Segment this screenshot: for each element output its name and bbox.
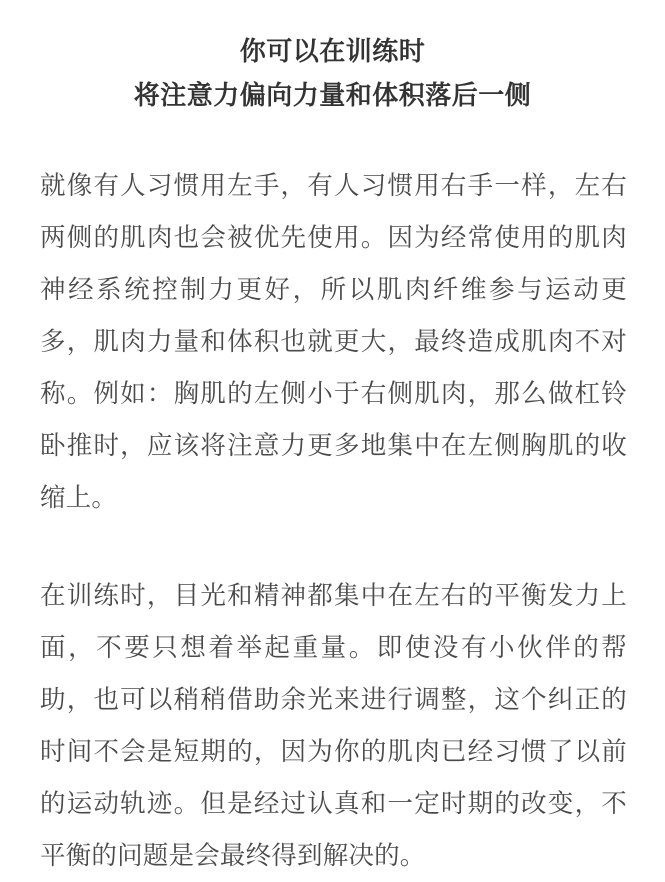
article-paragraph-1: 就像有人习惯用左手，有人习惯用右手一样，左右两侧的肌肉也会被优先使用。因为经常使用的肌肉神经系统控制力更好，所以肌肉纤维参与运动更多，肌肉力量和体积也就更大，最终造成肌肉不对称。例如：胸肌的左侧小于右侧肌肉，那么做杠铃卧推时，应该将注意力更多地集中在左侧胸肌的收缩上。 bbox=[40, 172, 627, 512]
article-body bbox=[0, 118, 665, 882]
title-line-1: 你可以在训练时 bbox=[239, 36, 426, 66]
article-paragraph-2: 在训练时，目光和精神都集中在左右的平衡发力上面，不要只想着举起重量。即使没有小伙伴的帮助，也可以稍稍借助余光来进行调整，这个纠正的时间不会是短期的，因为你的肌肉已经习惯了以前的运动轨迹。但是经过认真和一定时期的改变，不平衡的问题是会最终得到解决的。 bbox=[40, 582, 627, 870]
title-line-2: 将注意力偏向力量和体积落后一侧 bbox=[133, 80, 532, 110]
article-title bbox=[0, 0, 665, 118]
